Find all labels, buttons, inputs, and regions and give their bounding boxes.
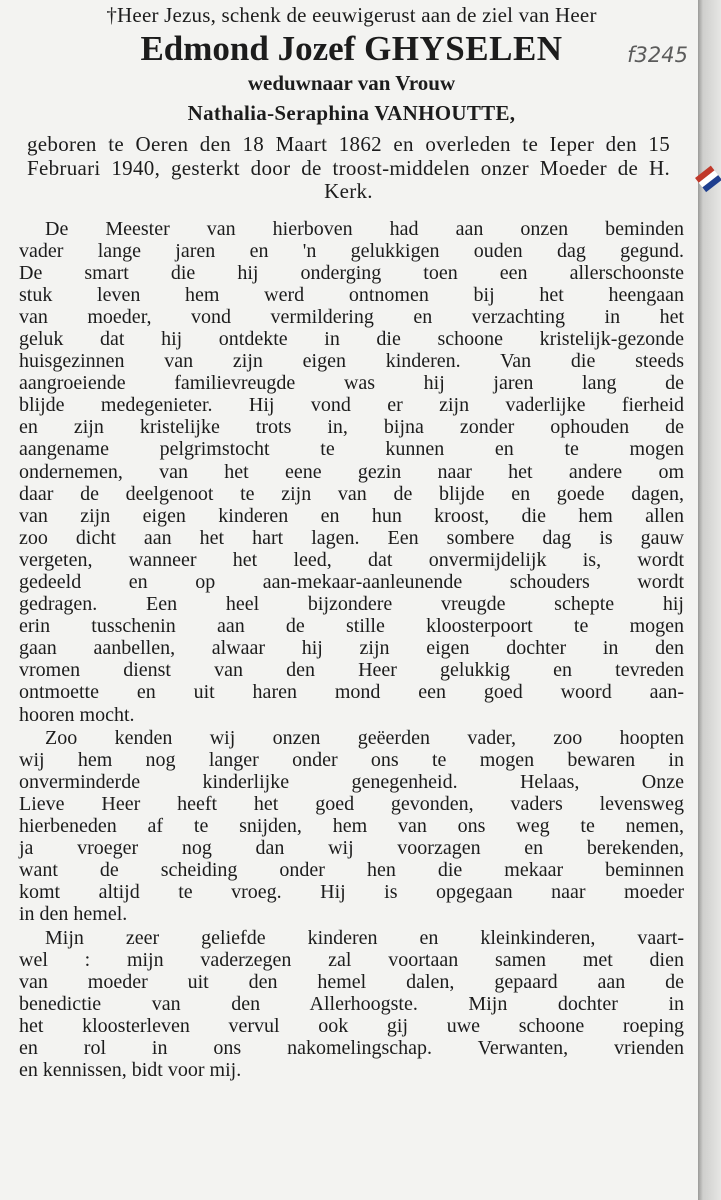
text-line: ontmoette en uit haren mond een goed woord aan- — [19, 681, 684, 704]
text-line: vromen dienst van den Heer gelukkig en tevreden — [19, 659, 684, 682]
text-line: hooren mocht. — [19, 703, 135, 726]
text-line: hierbeneden af te snijden, hem van ons weg te nemen, — [19, 815, 684, 838]
text-line: onverminderde kinderlijke genegenheid. Helaas, Onze — [19, 770, 684, 793]
text-line: wel : mijn vaderzegen zal voortaan samen met dien — [19, 948, 684, 971]
handwritten-note: f3245 — [627, 43, 688, 67]
text-line: en zijn kristelijke trots in, bijna zonder ophouden de — [19, 416, 684, 439]
text-line: van moeder uit den hemel dalen, gepaard aan de — [19, 970, 684, 993]
text-line: en kennissen, bidt voor mij. — [19, 1059, 242, 1082]
text-line: De smart die hij onderging toen een allerschoonste — [19, 261, 684, 284]
text-line: blijde medegenieter. Hij vond er zijn vaderlijke fierheid — [19, 394, 684, 417]
text-line: Mijn zeer geliefde kinderen en kleinkinderen, vaart- — [45, 926, 684, 949]
text-line: Lieve Heer heeft het goed gevonden, vaders levensweg — [19, 792, 684, 815]
text-line: benedictie van den Allerhoogste. Mijn dochter in — [19, 992, 684, 1015]
text-line: gedeeld en op aan-mekaar-aanleunende schouders wordt — [19, 571, 684, 593]
text-line: aangroeiende familievreugde was hij jaren lang de — [19, 372, 684, 395]
text-line: ondernemen, van het eene gezin naar het andere om — [19, 460, 684, 483]
eulogy-text — [19, 218, 684, 1082]
life-dates: geboren te Oeren den 18 Maart 1862 en overleden te Ieper den 15 Februari 1940, gesterkt door de troost-middelen onzer Moeder de H. Kerk. — [27, 132, 670, 203]
text-line: vader lange jaren en 'n gelukkigen ouden dag gegund. — [19, 239, 684, 262]
widower-line: weduwnaar van Vrouw — [247, 71, 456, 95]
deceased-given-names: Edmond Jozef — [140, 29, 356, 68]
text-line: wij hem nog langer onder ons te mogen bewaren in — [19, 748, 684, 771]
text-line: zoo dicht aan het hart lagen. Een sombere dag is gauw — [19, 526, 684, 549]
eulogy-paragraph — [19, 218, 684, 726]
eulogy-paragraph — [19, 727, 684, 926]
text-line: gedragen. Een heel bijzondere vreugde schepte hij — [19, 593, 684, 616]
text-line: in den hemel. — [19, 903, 128, 926]
text-line: De Meester van hierboven had aan onzen beminden — [45, 217, 684, 240]
spouse-name: Nathalia-Seraphina VANHOUTTE, — [187, 101, 516, 125]
text-line: erin tusschenin aan de stille kloosterpoort te mogen — [19, 615, 684, 638]
deceased-surname: GHYSELEN — [364, 29, 563, 68]
text-line: daar de deelgenoot te zijn van de blijde en goede dagen, — [19, 482, 684, 505]
text-line: het kloosterleven vervul ook gij uwe schoone roeping — [19, 1014, 684, 1037]
text-line: en rol in ons nakomelingschap. Verwanten, vrienden — [19, 1036, 684, 1059]
text-line: Zoo kenden wij onzen geëerden vader, zoo hoopten — [45, 726, 684, 749]
text-line: aangename pelgrimstocht te kunnen en te mogen — [19, 438, 684, 461]
text-line: komt altijd te vroeg. Hij is opgegaan naar moeder — [19, 881, 684, 904]
text-line: want de scheiding onder hen die mekaar beminnen — [19, 859, 684, 882]
text-line: van zijn eigen kinderen en hun kroost, die hem allen — [19, 504, 684, 527]
text-line: vergeten, wanneer het leed, dat onvermijdelijk is, wordt — [19, 548, 684, 571]
deceased-name — [19, 29, 688, 69]
text-line: van moeder, vond vermildering en verzachting in het — [19, 305, 684, 328]
text-line: stuk leven hem werd ontnomen bij het heengaan — [19, 283, 684, 306]
text-line: geluk dat hij ontdekte in die schoone kristelijk-gezonde — [19, 327, 684, 350]
text-line: gaan aanbellen, alwaar hij zijn eigen dochter in den — [19, 637, 684, 660]
prayer-line: †Heer Jezus, schenk de eeuwigerust aan de ziel van Heer — [106, 3, 597, 27]
text-line: huisgezinnen van zijn eigen kinderen. Van die steeds — [19, 350, 684, 373]
text-line: ja vroeger nog dan wij voorzagen en berekenden, — [19, 837, 684, 860]
eulogy-paragraph — [19, 927, 684, 1082]
